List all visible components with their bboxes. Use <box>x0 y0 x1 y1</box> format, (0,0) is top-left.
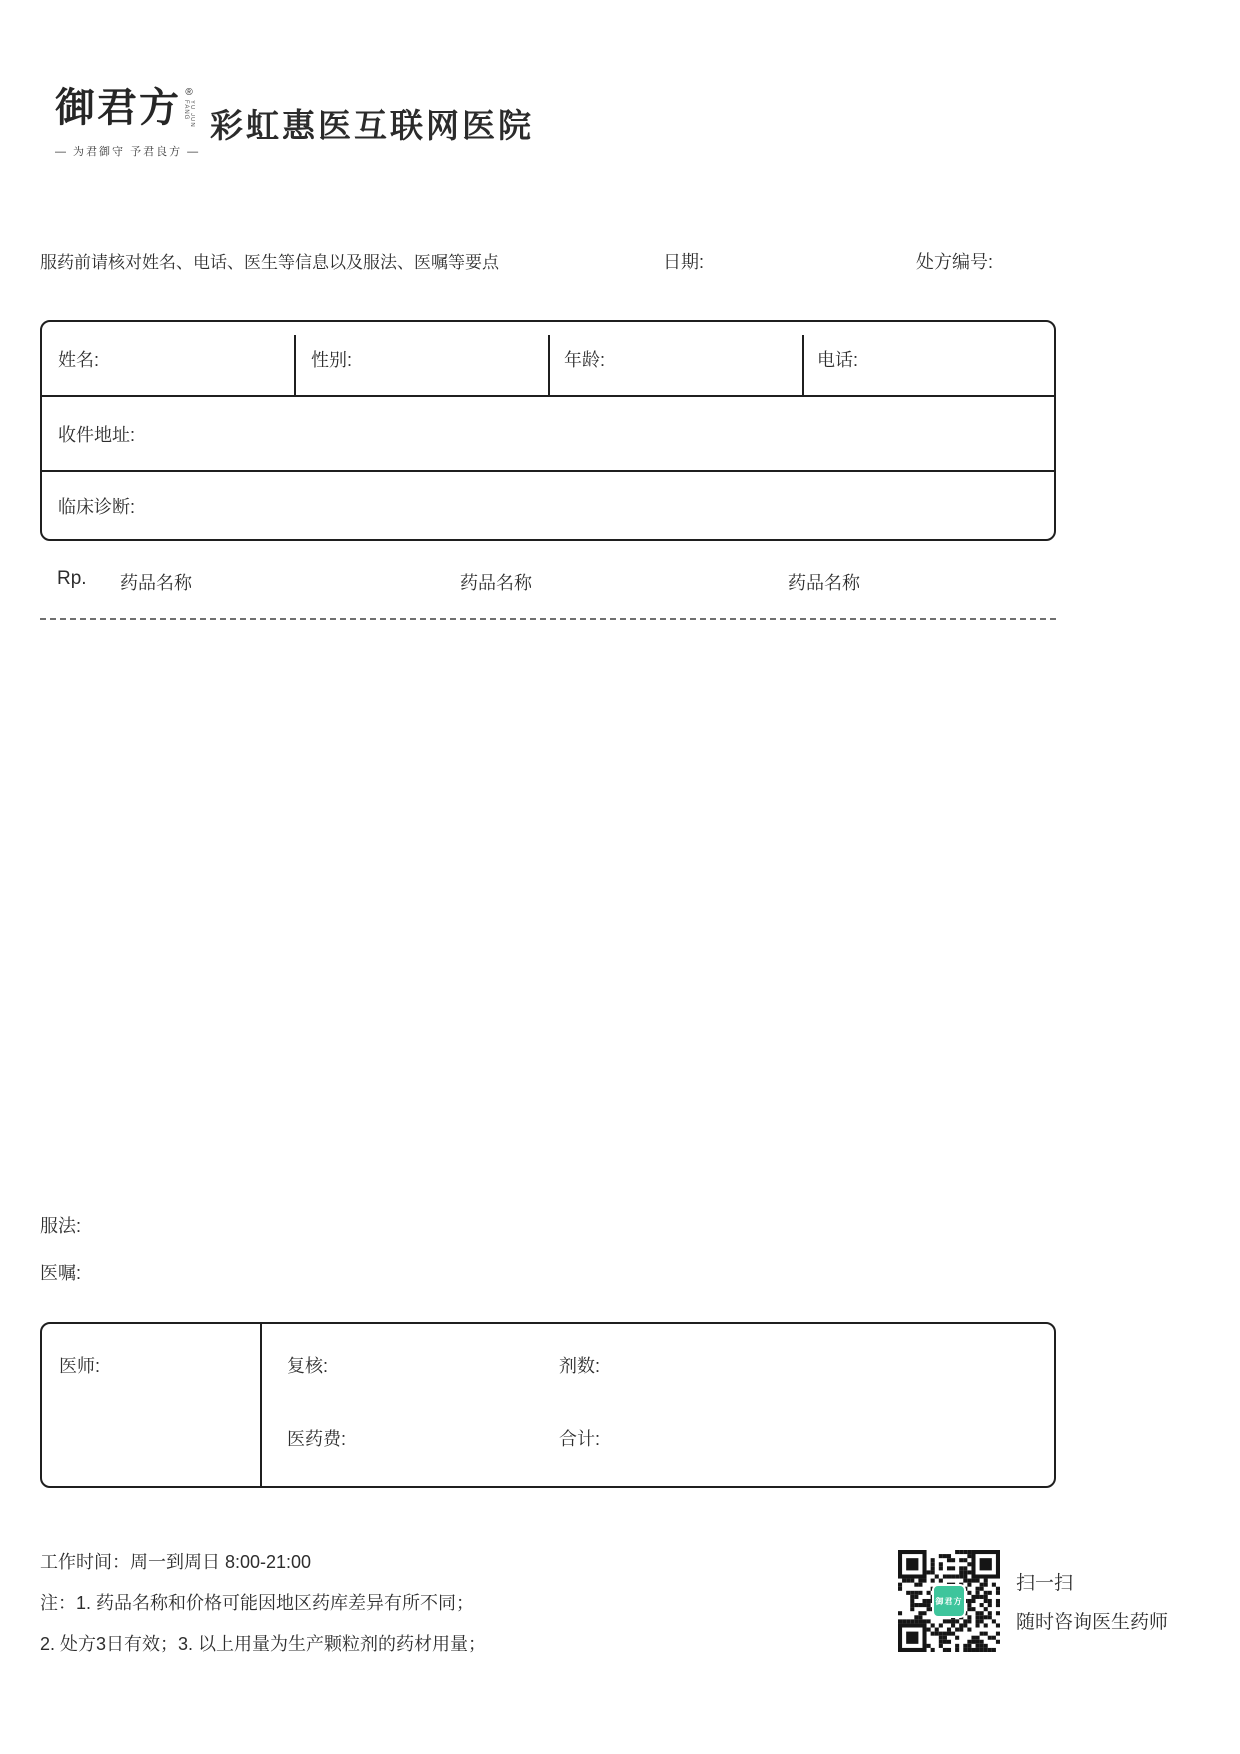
qr-center-logo: 御君方 <box>932 1584 966 1618</box>
date-field-label: 日期: <box>663 252 705 272</box>
brand-logo <box>55 84 215 159</box>
notice-row <box>0 248 1240 274</box>
age-field-label: 年龄: <box>564 349 606 370</box>
verify-notice: 服药前请核对姓名、电话、医生等信息以及服法、医嘱等要点 <box>40 253 499 272</box>
note-line-1: 注：1. 药品名称和价格可能因地区药库差异有所不同； <box>40 1593 475 1613</box>
note-line-2: 2. 处方3日有效；3. 以上用量为生产颗粒剂的药材用量； <box>40 1634 487 1654</box>
registered-trademark-icon: ® <box>185 87 193 98</box>
diagnosis-row <box>42 472 1054 539</box>
drug-name-column-header: 药品名称 <box>788 573 860 593</box>
column-divider <box>548 335 550 395</box>
rx-dashed-separator <box>40 618 1056 620</box>
name-field-label: 姓名: <box>58 349 100 370</box>
column-divider <box>802 335 804 395</box>
rx-number-field-label: 处方编号: <box>916 252 994 272</box>
scan-sub-label: 随时咨询医生药师 <box>1016 1612 1169 1633</box>
physician-field-label: 医师: <box>59 1356 101 1376</box>
fee-field-label: 医药费: <box>287 1429 347 1449</box>
rp-label: Rp. <box>57 568 87 589</box>
review-field-label: 复核: <box>287 1356 329 1376</box>
brand-pinyin-vertical: YU JUN FANG <box>183 100 195 128</box>
column-divider <box>294 335 296 395</box>
patient-info-box <box>40 320 1056 541</box>
brand-tagline: — 为君御守 予君良方 — <box>55 146 201 158</box>
advice-field-label: 医嘱: <box>40 1263 82 1283</box>
dose-count-field-label: 剂数: <box>559 1356 601 1376</box>
address-row <box>42 397 1054 472</box>
diagnosis-field-label: 临床诊断: <box>58 496 136 517</box>
qr-code <box>898 1550 1000 1652</box>
working-hours: 工作时间：周一到周日 8:00-21:00 <box>40 1552 312 1572</box>
total-field-label: 合计: <box>559 1429 601 1449</box>
usage-field-label: 服法: <box>40 1216 82 1236</box>
phone-field-label: 电话: <box>817 349 859 370</box>
patient-basic-row <box>42 322 1054 397</box>
gender-field-label: 性别: <box>311 349 353 370</box>
scan-label: 扫一扫 <box>1016 1573 1074 1594</box>
physician-cell <box>42 1324 262 1486</box>
brand-name: 御君方 <box>55 84 181 131</box>
signature-box <box>40 1322 1056 1488</box>
hospital-title: 彩虹惠医互联网医院 <box>210 107 534 144</box>
drug-name-column-header: 药品名称 <box>120 573 192 593</box>
address-field-label: 收件地址: <box>58 424 136 445</box>
drug-name-column-header: 药品名称 <box>460 573 532 593</box>
